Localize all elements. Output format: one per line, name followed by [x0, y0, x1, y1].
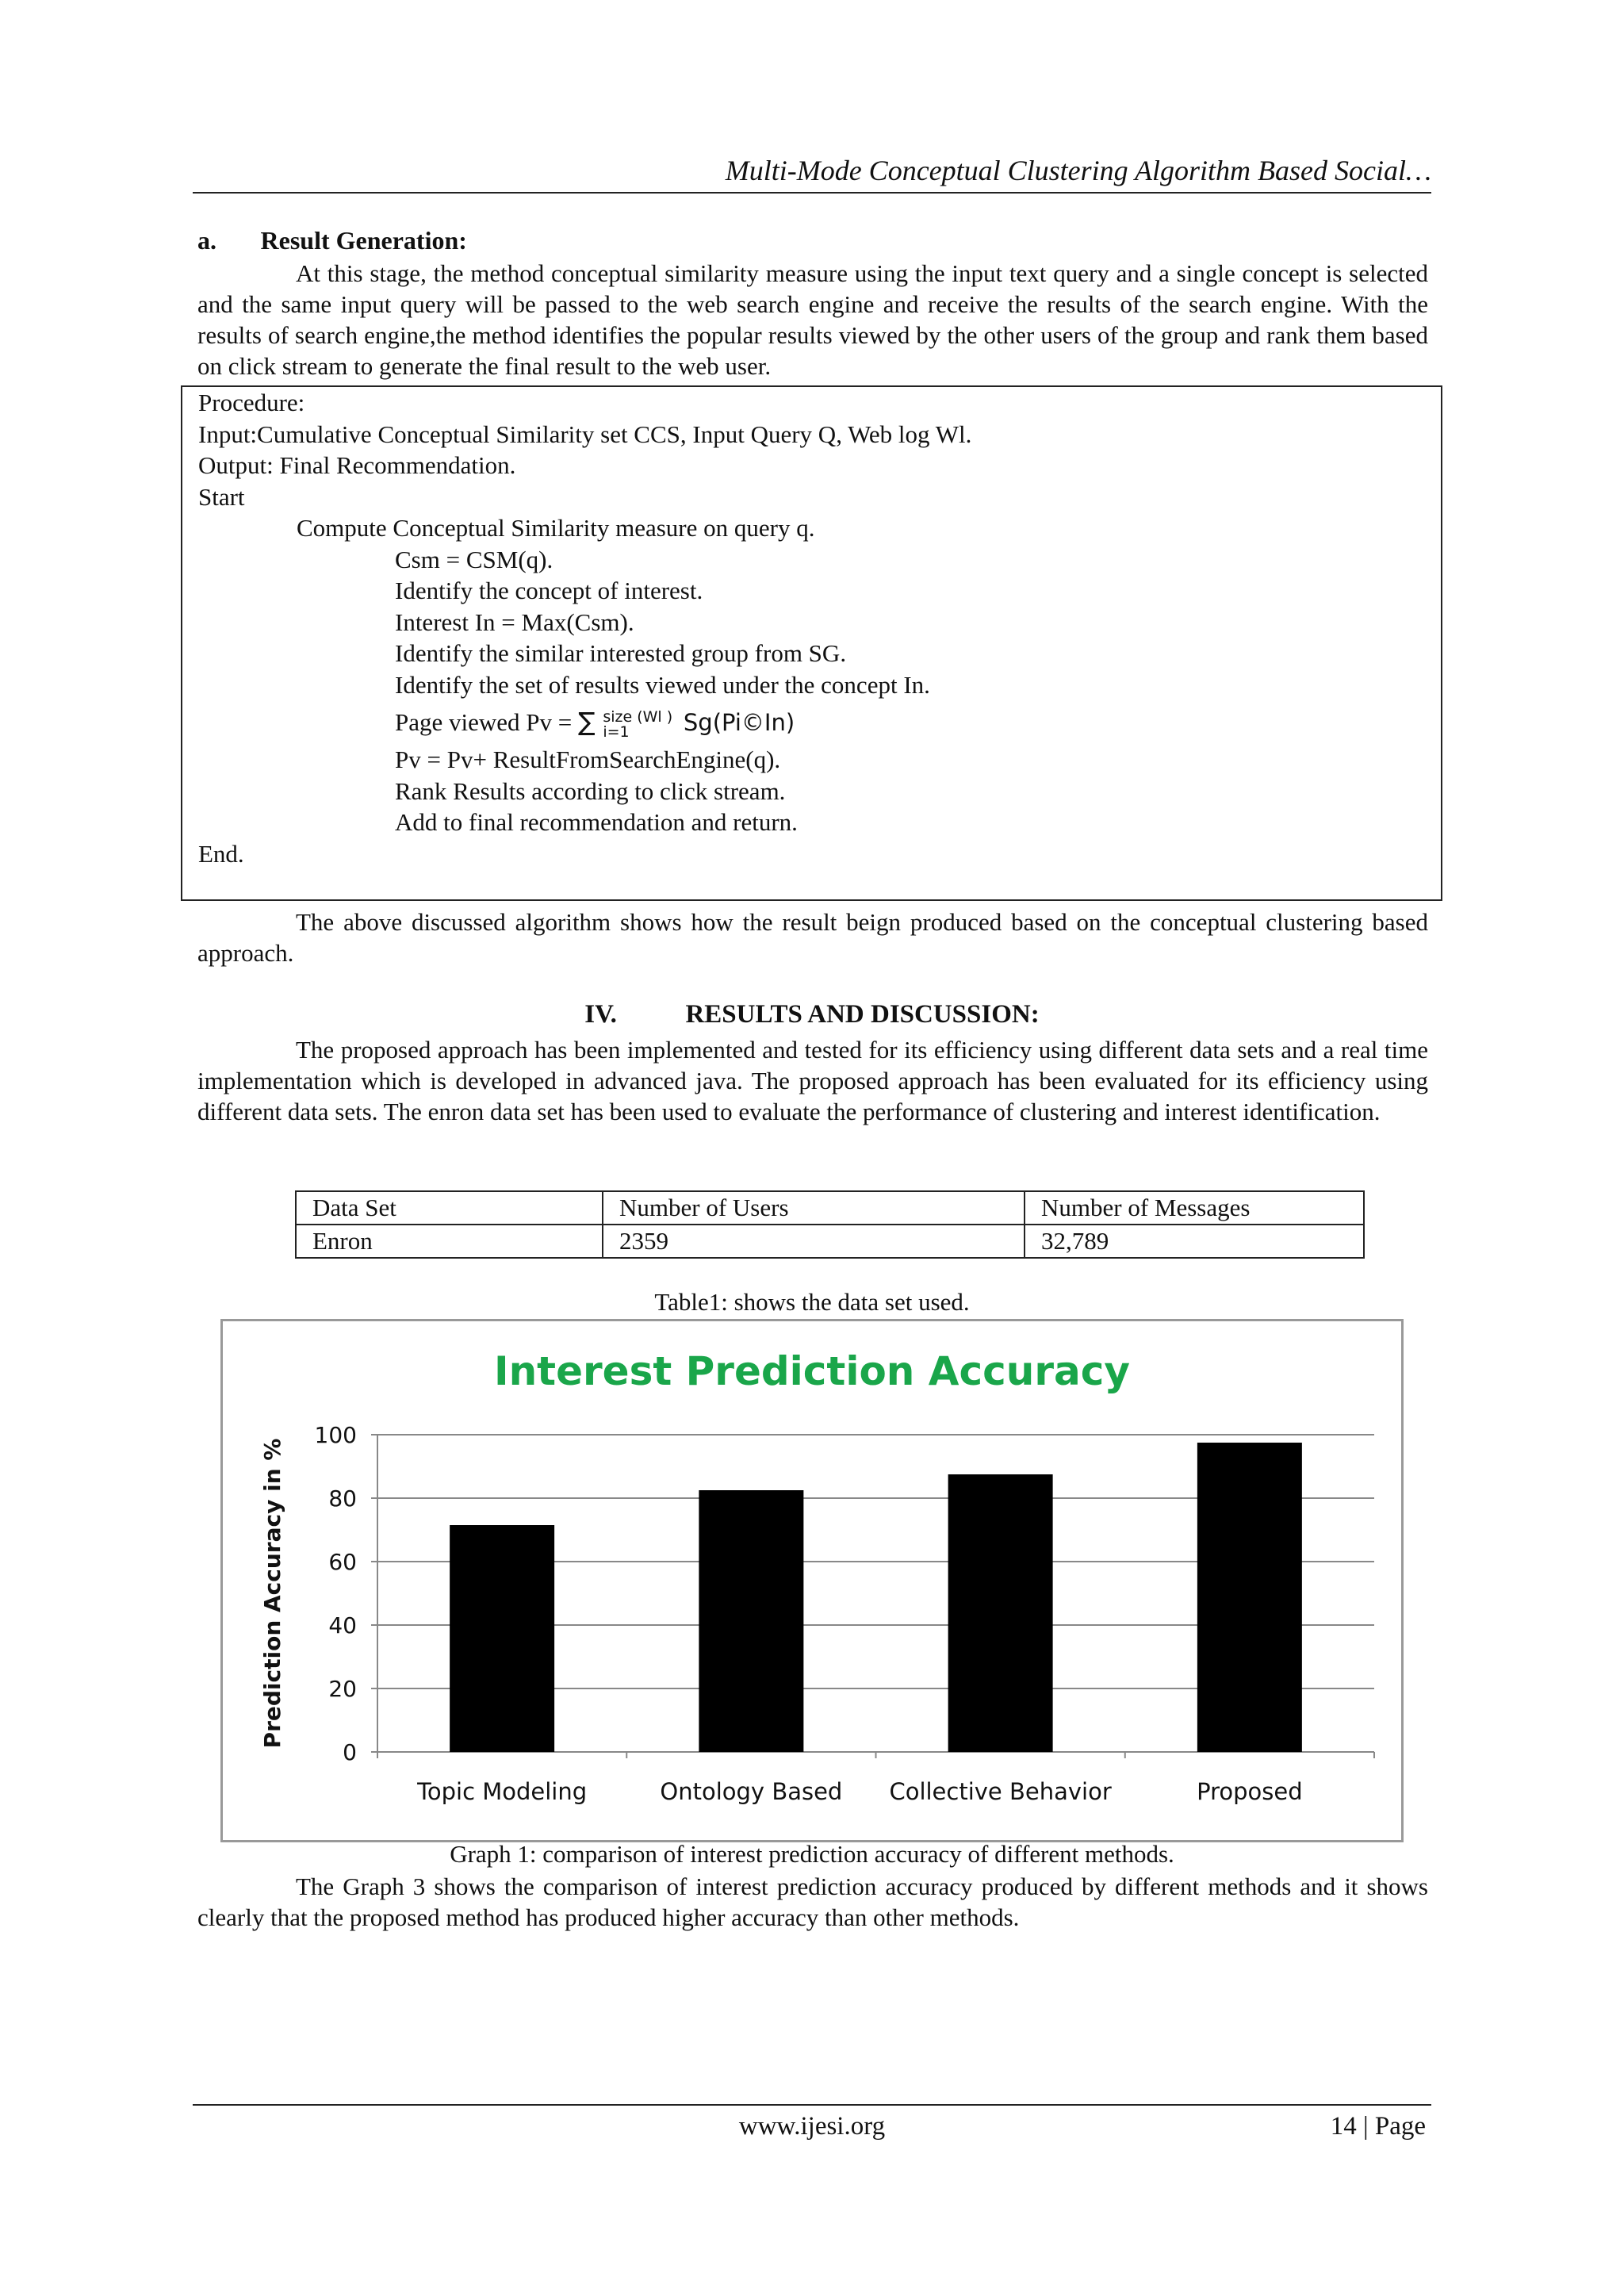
x-tick-label: Ontology Based	[660, 1778, 843, 1805]
procedure-line: Procedure:	[198, 389, 305, 416]
sum-lower: i=1	[603, 723, 630, 741]
section-title: RESULTS AND DISCUSSION:	[685, 1000, 1040, 1029]
section-paragraph: The proposed approach has been implemented and tested for its efficiency using different data sets and a real time implementation which is developed in advanced java. The proposed approach has been evaluated for its efficiency using different data sets. The enron data set has been used to evaluate the performance of clustering and interest identification.	[197, 1036, 1428, 1125]
footer-rule	[193, 2104, 1431, 2106]
procedure-step: Interest In = Max(Csm).	[395, 608, 634, 636]
bar-chart	[223, 1321, 1401, 1840]
result-generation-heading	[197, 225, 1428, 256]
sum-limits	[603, 707, 673, 741]
header-rule	[193, 192, 1431, 194]
formula-prefix: Page viewed Pv =	[395, 708, 579, 736]
x-tick-label: Topic Modeling	[417, 1778, 588, 1805]
procedure-line: Input:Cumulative Conceptual Similarity set CCS, Input Query Q, Web log Wl.	[198, 420, 972, 448]
result-generation-paragraph: At this stage, the method conceptual similarity measure using the input text query and a single concept is selected and the same input query will be passed to the web search engine and receive the results of the search engine. With the results of search engine,the method identifies the popular results viewed by the other users of the group and rank them based on click stream to generate the final result to the web user.	[197, 259, 1428, 380]
table-cell: 32,789	[1025, 1225, 1364, 1258]
chart-title: Interest Prediction Accuracy	[493, 1348, 1131, 1394]
bar	[1197, 1443, 1302, 1752]
graph-caption: Graph 1: comparison of interest prediction accuracy of different methods.	[450, 1840, 1174, 1868]
section-heading	[0, 1000, 1624, 1029]
formula-line	[198, 700, 1441, 744]
procedure-step: Identify the concept of interest.	[395, 577, 703, 604]
procedure-step: Add to final recommendation and return.	[395, 808, 798, 836]
bar	[450, 1525, 554, 1752]
procedure-end: End.	[198, 839, 244, 868]
procedure-step: Pv = Pv+ ResultFromSearchEngine(q).	[395, 746, 781, 773]
after-algorithm-paragraph: The above discussed algorithm shows how the result beign produced based on the conceptual clustering based approach.	[197, 908, 1428, 967]
bar	[948, 1474, 1053, 1752]
y-tick-label: 20	[328, 1676, 357, 1702]
y-axis-label: Prediction Accuracy in %	[259, 1438, 285, 1749]
bar	[699, 1490, 803, 1752]
table-caption: Table1: shows the data set used.	[654, 1288, 970, 1316]
procedure-step: Csm = CSM(q).	[395, 545, 553, 573]
table-header-row	[296, 1191, 1364, 1225]
y-tick-label: 60	[328, 1549, 357, 1575]
procedure-step: Compute Conceptual Similarity measure on query q.	[297, 514, 815, 542]
heading-label: a.	[197, 226, 216, 255]
y-tick-label: 0	[343, 1739, 357, 1765]
sum-upper: size (Wl )	[603, 707, 673, 726]
y-tick-label: 40	[328, 1612, 357, 1639]
dataset-table	[295, 1190, 1365, 1259]
x-tick-label: Collective Behavior	[889, 1778, 1112, 1805]
y-tick-label: 100	[314, 1422, 357, 1448]
table-header-cell: Number of Users	[603, 1191, 1025, 1225]
procedure-box	[181, 385, 1442, 901]
table-cell: Enron	[296, 1225, 603, 1258]
sum-symbol: ∑	[578, 707, 596, 737]
procedure-line: Start	[198, 482, 245, 511]
procedure-line: Output: Final Recommendation.	[198, 451, 516, 479]
sum-term: Sg(Pi©In)	[683, 709, 795, 736]
procedure-step: Identify the set of results viewed under the concept In.	[395, 670, 930, 699]
footer-url: www.ijesi.org	[738, 2112, 886, 2141]
heading-text: Result Generation:	[260, 226, 467, 255]
running-title: Multi-Mode Conceptual Clustering Algorithm Based Social…	[725, 155, 1431, 186]
page-number: 14 | Page	[1330, 2112, 1426, 2141]
table-row	[296, 1225, 1364, 1258]
table-header-cell: Data Set	[296, 1191, 603, 1225]
chart-frame	[220, 1319, 1404, 1842]
table-header-cell: Number of Messages	[1025, 1191, 1364, 1225]
x-tick-label: Proposed	[1197, 1778, 1303, 1805]
section-number: IV.	[584, 1000, 617, 1029]
y-tick-label: 80	[328, 1485, 357, 1512]
closing-paragraph: The Graph 3 shows the comparison of interest prediction accuracy produced by different methods and it shows clearly that the proposed method has produced higher accuracy than other methods.	[197, 1872, 1428, 1931]
procedure-step: Rank Results according to click stream.	[395, 776, 786, 805]
procedure-step: Identify the similar interested group from SG.	[395, 639, 847, 667]
table-cell: 2359	[603, 1225, 1025, 1258]
